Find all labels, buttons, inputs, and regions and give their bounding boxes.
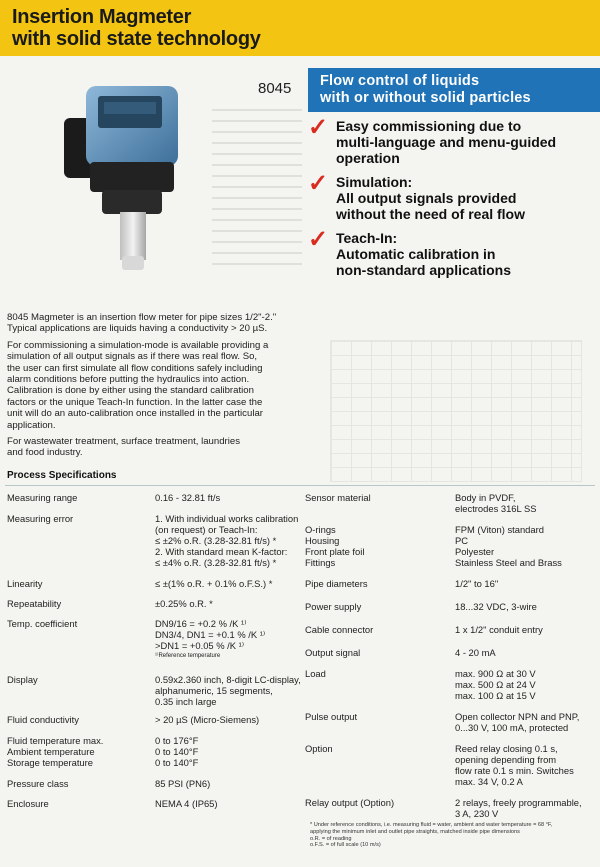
spec-value: PC: [455, 535, 469, 546]
feature-item: [306, 170, 596, 222]
intro-paragraph: [7, 436, 303, 459]
spec-label: Housing: [305, 535, 340, 546]
intro-line: alarm conditions before putting the hydraulics into action.: [7, 374, 250, 386]
spec-value: ≤ ±4% o.R. (3.28-32.81 ft/s) *: [155, 557, 277, 568]
banner-line-1: Flow control of liquids: [320, 73, 480, 89]
footnote-line: o.R. = of reading: [310, 835, 352, 842]
spec-label: Sensor material: [305, 492, 371, 503]
feature-item: [306, 226, 596, 278]
spec-label: Repeatability: [7, 598, 62, 609]
section-title: Process Specifications: [7, 470, 117, 481]
intro-line: For commissioning a simulation-mode is available providing a: [7, 339, 269, 351]
spec-value: (on request) or Teach-In:: [155, 524, 258, 535]
spec-label: Linearity: [7, 578, 43, 589]
spec-label: Fittings: [305, 557, 336, 568]
intro-paragraph: [7, 312, 303, 335]
spec-label: Display: [7, 674, 38, 685]
spec-label: Power supply: [305, 601, 362, 612]
checkmark-icon: ✓: [308, 170, 329, 197]
document-title: [12, 6, 261, 50]
spec-label: Pressure class: [7, 778, 69, 789]
spec-value: 0.16 - 32.81 ft/s: [155, 492, 221, 503]
spec-value: electrodes 316L SS: [455, 503, 537, 514]
spec-label: Load: [305, 668, 326, 679]
model-number: 8045: [258, 80, 292, 97]
spec-value: FPM (Viton) standard: [455, 524, 544, 535]
spec-value: 0 to 140°F: [155, 746, 199, 757]
intro-line: simulation of all output signals as if there was real flow. So,: [7, 351, 258, 363]
spec-label: Measuring error: [7, 513, 74, 524]
spec-label: Ambient temperature: [7, 746, 95, 757]
intro-line: 8045 Magmeter is an insertion flow meter for pipe sizes 1/2"-2.": [7, 312, 277, 323]
spec-value: ≤ ±(1% o.R. + 0.1% o.F.S.) *: [155, 578, 273, 589]
spec-value: 18...32 VDC, 3-wire: [455, 601, 537, 612]
spec-value: Reed relay closing 0.1 s,: [455, 743, 558, 754]
spec-value: 0.35 inch large: [155, 696, 217, 707]
spec-value: 1/2" to 16": [455, 578, 499, 589]
intro-line: For wastewater treatment, surface treatment, laundries: [7, 436, 241, 448]
feature-body: non-standard applications: [336, 262, 512, 278]
spec-value: max. 34 V, 0.2 A: [455, 776, 523, 787]
footnote-line: applying the minimum inlet and outlet pipe straights, matched inside pipe dimensions: [310, 828, 520, 835]
spec-value: 2 relays, freely programmable,: [455, 797, 582, 808]
spec-footnote: ¹⁾Reference temperature: [155, 653, 221, 659]
spec-label: Fluid conductivity: [7, 714, 79, 725]
intro-line: Typical applications are liquids having a conductivity > 20 µS.: [7, 323, 268, 335]
spec-value: alphanumeric, 15 segments,: [155, 685, 273, 696]
spec-value: Open collector NPN and PNP,: [455, 711, 580, 722]
background-shadow-graph: [330, 340, 582, 482]
spec-value: > 20 µS (Micro-Siemens): [155, 714, 260, 725]
spec-value: 85 PSI (PN6): [155, 778, 211, 789]
spec-value: 0...30 V, 100 mA, protected: [455, 722, 569, 733]
feature-title: Simulation:: [336, 174, 413, 190]
title-line-1: Insertion Magmeter: [12, 6, 192, 28]
spec-value: max. 500 Ω at 24 V: [455, 679, 536, 690]
divider: [5, 485, 595, 486]
feature-body: All output signals provided: [336, 190, 517, 206]
spec-value: Stainless Steel and Brass: [455, 557, 562, 568]
spec-value: NEMA 4 (IP65): [155, 798, 218, 809]
intro-text: [7, 312, 303, 464]
spec-value: DN9/16 = +0.2 % /K ¹⁾: [155, 618, 247, 629]
spec-label: Pipe diameters: [305, 578, 368, 589]
intro-line: Calibration is done by either using the standard calibration: [7, 385, 254, 397]
feature-body: multi-language and menu-guided: [336, 134, 557, 150]
spec-value: flow rate 0.1 s min. Switches: [455, 765, 574, 776]
intro-line: the user can first simulate all flow conditions safely including: [7, 362, 263, 374]
intro-paragraph: [7, 340, 303, 431]
footnote: [310, 822, 595, 849]
spec-value: Body in PVDF,: [455, 492, 516, 503]
feature-title: Teach-In:: [336, 230, 398, 246]
intro-line: and food industry.: [7, 447, 83, 459]
spec-value: 3 A, 230 V: [455, 808, 499, 819]
spec-label: Measuring range: [7, 492, 78, 503]
spec-label: O-rings: [305, 524, 336, 535]
spec-label: Output signal: [305, 647, 361, 658]
spec-label: Fluid temperature max.: [7, 735, 104, 746]
intro-line: factors or the unique Teach-In function. In the latter case the: [7, 396, 263, 408]
spec-label: Temp. coefficient: [7, 618, 78, 629]
spec-value: >DN1 = +0.05 % /K ¹⁾: [155, 640, 245, 651]
feature-title: Easy commissioning due to: [336, 118, 522, 134]
spec-value: ≤ ±2% o.R. (3.28-32.81 ft/s) *: [155, 535, 277, 546]
spec-value: DN3/4, DN1 = +0.1 % /K ¹⁾: [155, 629, 266, 640]
feature-list: [306, 114, 596, 286]
banner-text: [320, 73, 531, 107]
spec-value: 0 to 140°F: [155, 757, 199, 768]
title-line-2: with solid state technology: [12, 28, 261, 50]
background-shadow-text: [212, 100, 302, 300]
spec-value: Polyester: [455, 546, 495, 557]
spec-label: Option: [305, 743, 333, 754]
spec-value: 2. With standard mean K-factor:: [155, 546, 288, 557]
spec-value: max. 100 Ω at 15 V: [455, 690, 536, 701]
product-photo: [60, 78, 210, 278]
spec-label: Enclosure: [7, 798, 49, 809]
spec-label: Cable connector: [305, 624, 374, 635]
banner-line-2: with or without solid particles: [320, 90, 531, 106]
spec-value: 4 - 20 mA: [455, 647, 496, 658]
checkmark-icon: ✓: [308, 226, 329, 253]
spec-value: 1. With individual works calibration: [155, 513, 299, 524]
feature-body: without the need of real flow: [336, 206, 525, 222]
spec-value: max. 900 Ω at 30 V: [455, 668, 536, 679]
spec-value: opening depending from: [455, 754, 557, 765]
blue-banner: [308, 68, 600, 112]
footnote-line: o.F.S. = of full scale (10 m/s): [310, 842, 381, 849]
spec-label: Pulse output: [305, 711, 358, 722]
spec-label: Storage temperature: [7, 757, 93, 768]
checkmark-icon: ✓: [308, 114, 329, 141]
feature-body: operation: [336, 150, 400, 166]
spec-label: Front plate foil: [305, 546, 365, 557]
intro-line: application.: [7, 419, 56, 431]
intro-line: unit will do an auto-calibration once installed in the particular: [7, 408, 263, 420]
feature-body: Automatic calibration in: [336, 246, 496, 262]
feature-item: [306, 114, 596, 166]
spec-value: ±0.25% o.R. *: [155, 598, 213, 609]
spec-value: 0 to 176°F: [155, 735, 199, 746]
footnote-line: * Under reference conditions, i.e. measuring fluid = water, ambient and water temperature = 68 °F,: [310, 822, 553, 828]
spec-value: 1 x 1/2" conduit entry: [455, 624, 543, 635]
spec-label: Relay output (Option): [305, 797, 395, 808]
spec-value: 0.59x2.360 inch, 8-digit LC-display,: [155, 674, 301, 685]
